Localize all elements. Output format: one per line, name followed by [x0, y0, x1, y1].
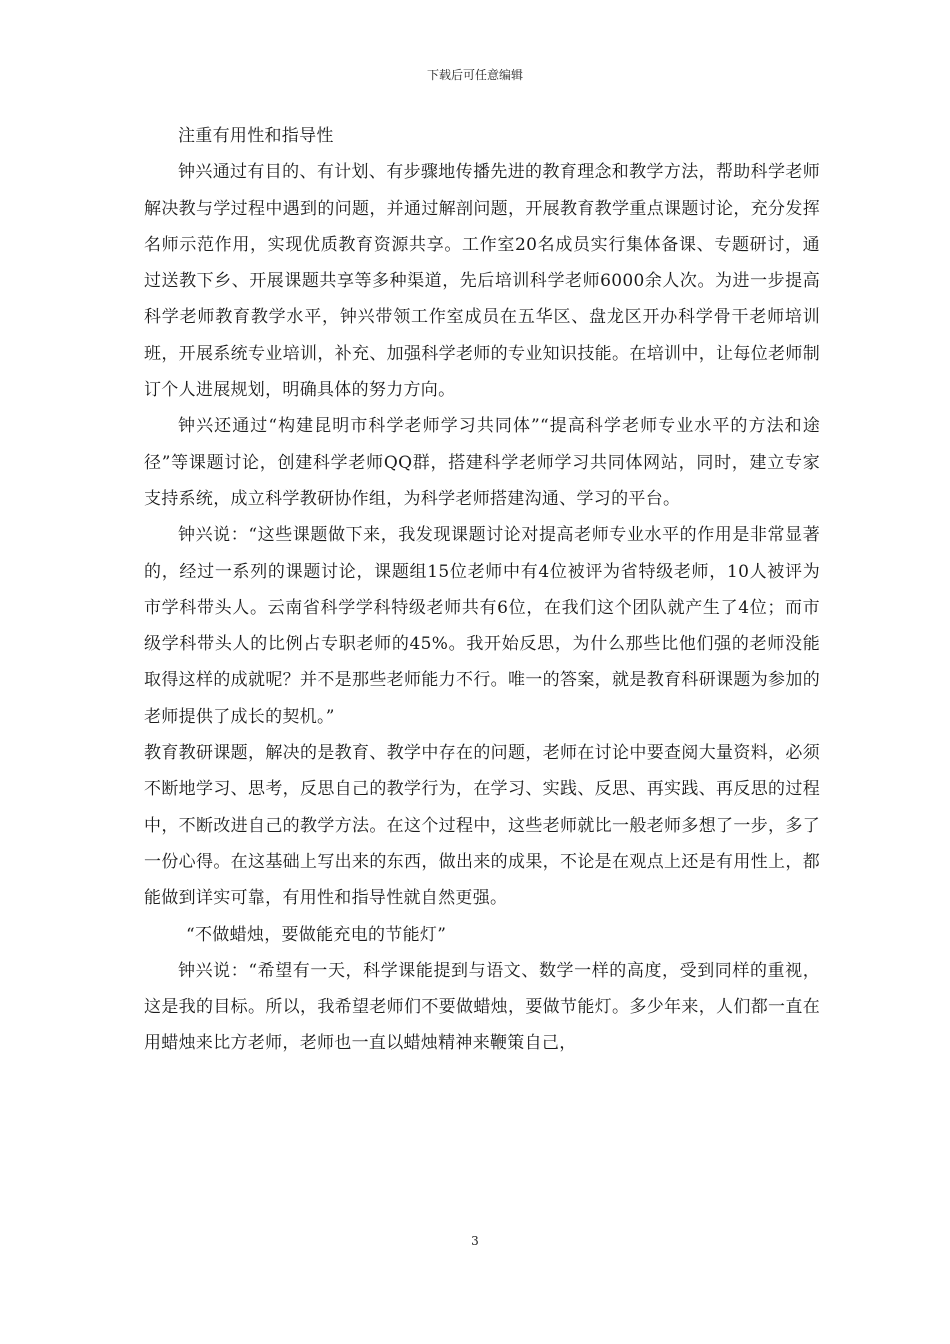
page-number: 3: [471, 1234, 479, 1248]
paragraph: 钟兴还通过“构建昆明市科学老师学习共同体”“提高科学老师专业水平的方法和途径”等课题讨论，创建科学老师QQ群，搭建科学老师学习共同体网站，同时，建立专家支持系统，成立科学教研协作组，为科学老师搭建沟通、学习的平台。: [144, 416, 820, 509]
paragraph: 钟兴通过有目的、有计划、有步骤地传播先进的教育理念和教学方法，帮助科学老师解决教与学过程中遇到的问题，并通过解剖问题，开展教育教学重点课题讨论，充分发挥名师示范作用，实现优质教育资源共享。工作室20名成员实行集体备课、专题研讨，通过送教下乡、开展课题共享等多种渠道，先后培训科学老师6000余人次。为进一步提高科学老师教育教学水平，钟兴带领工作室成员在五华区、盘龙区开办科学骨干老师培训班，开展系统专业培训，补充、加强科学老师的专业知识技能。在培训中，让每位老师制订个人进展规划，明确具体的努力方向。: [144, 162, 820, 401]
paragraph: 钟兴说：“希望有一天，科学课能提到与语文、数学一样的高度，受到同样的重视，这是我的目标。所以，我希望老师们不要做蜡烛，要做节能灯。多少年来，人们都一直在用蜡烛来比方老师，老师也一直以蜡烛精神来鞭策自己，: [144, 960, 820, 1054]
paragraph: 钟兴说：“这些课题做下来，我发现课题讨论对提高老师专业水平的作用是非常显著的，经过一系列的课题讨论，课题组15位老师中有4位被评为省特级老师，10人被评为市学科带头人。云南省科学学科特级老师共有6位，在我们这个团队就产生了4位；而市级学科带头人的比例占专职老师的45%。我开始反思，为什么那些比他们强的老师没能取得这样的成就呢？并不是那些老师能力不行。唯一的答案，就是教育科研课题为参加的老师提供了成长的契机。”: [144, 525, 820, 727]
section-heading-usefulness: 注重有用性和指导性: [178, 126, 334, 146]
document-body: [144, 118, 820, 1062]
page-header: 下载后可任意编辑: [426, 68, 523, 82]
paragraph: 教育教研课题，解决的是教育、教学中存在的问题，老师在讨论中要查阅大量资料，必须不断地学习、思考，反思自己的教学行为，在学习、实践、反思、再实践、再反思的过程中，不断改进自己的教学方法。在这个过程中，这些老师就比一般老师多想了一步，多了一份心得。在这基础上写出来的东西，做出来的成果，不论是在观点上还是有用性上，都能做到详实可靠，有用性和指导性就自然更强。: [144, 743, 820, 909]
section-heading-candle: “不做蜡烛，要做能充电的节能灯”: [186, 924, 447, 945]
